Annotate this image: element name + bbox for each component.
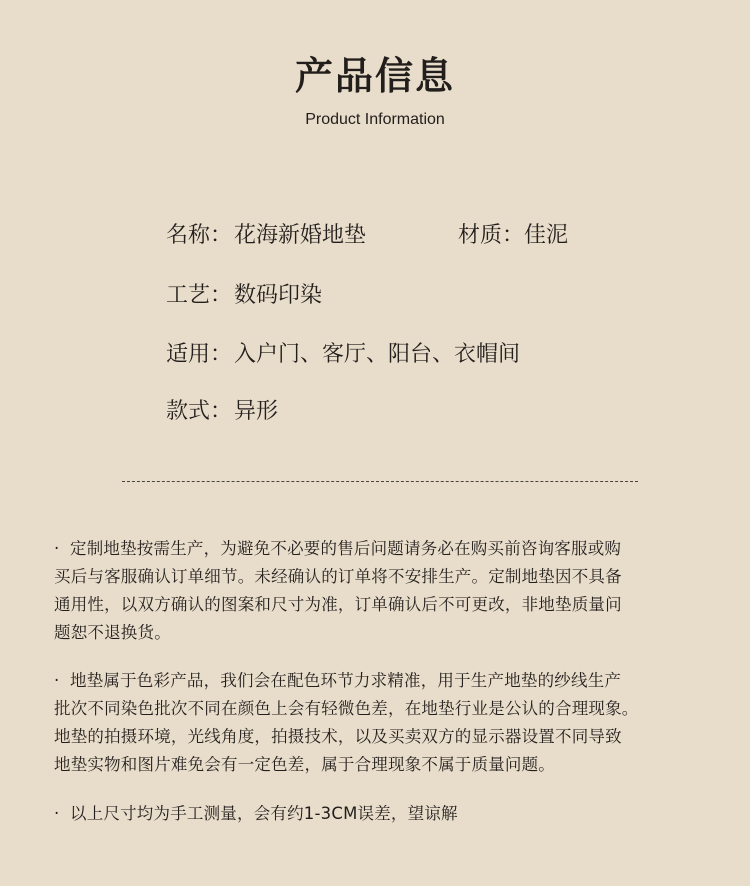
bullet-icon: · <box>54 804 60 823</box>
spec-label-usage: 适用： <box>166 342 233 367</box>
note-text: 以上尺寸均为手工测量，会有约1-3CM误差，望谅解 <box>70 804 458 823</box>
spec-row-name <box>166 220 366 252</box>
note-line: 通用性，以双方确认的图案和尺寸为准，订单确认后不可更改，非地垫质量问 <box>54 595 622 614</box>
note-size-tolerance <box>54 800 714 828</box>
note-line: 地垫实物和图片难免会有一定色差，属于合理现象不属于质量问题。 <box>54 755 555 774</box>
note-text: 地垫属于色彩产品，我们会在配色环节力求精准，用于生产地垫的纱线生产 <box>70 671 622 690</box>
spec-value-usage: 入户门、客厅、阳台、衣帽间 <box>234 342 521 367</box>
spec-row-material <box>458 220 568 252</box>
page-subtitle: Product Information <box>305 111 445 128</box>
note-line: 批次不同染色批次不同在颜色上会有轻微色差，在地垫行业是公认的合理现象。 <box>54 699 639 718</box>
spec-label-craft: 工艺： <box>166 283 233 308</box>
spec-row-usage <box>166 339 520 371</box>
note-color-difference <box>54 667 714 779</box>
note-custom-order <box>54 535 714 647</box>
spec-value-style: 异形 <box>234 399 279 424</box>
spec-value-name: 花海新婚地垫 <box>234 223 367 248</box>
spec-value-craft: 数码印染 <box>234 283 323 308</box>
note-line <box>54 535 714 563</box>
note-line: 题恕不退换货。 <box>54 623 171 642</box>
note-line <box>54 667 714 695</box>
spec-value-material: 佳泥 <box>524 223 569 248</box>
bullet-icon: · <box>54 671 60 690</box>
spec-label-style: 款式： <box>166 399 233 424</box>
spec-label-material: 材质： <box>458 223 525 248</box>
note-text: 定制地垫按需生产，为避免不必要的售后问题请务必在购买前咨询客服或购 <box>70 539 622 558</box>
spec-row-craft <box>166 280 322 312</box>
bullet-icon: · <box>54 539 60 558</box>
page-title: 产品信息 <box>294 54 455 98</box>
spec-row-style <box>166 396 278 428</box>
spec-label-name: 名称： <box>166 223 233 248</box>
note-line: 地垫的拍摄环境，光线角度，拍摄技术，以及买卖双方的显示器设置不同导致 <box>54 727 622 746</box>
note-line: 买后与客服确认订单细节。未经确认的订单将不安排生产。定制地垫因不具备 <box>54 567 622 586</box>
note-line <box>54 800 714 828</box>
dashed-divider <box>122 481 638 482</box>
